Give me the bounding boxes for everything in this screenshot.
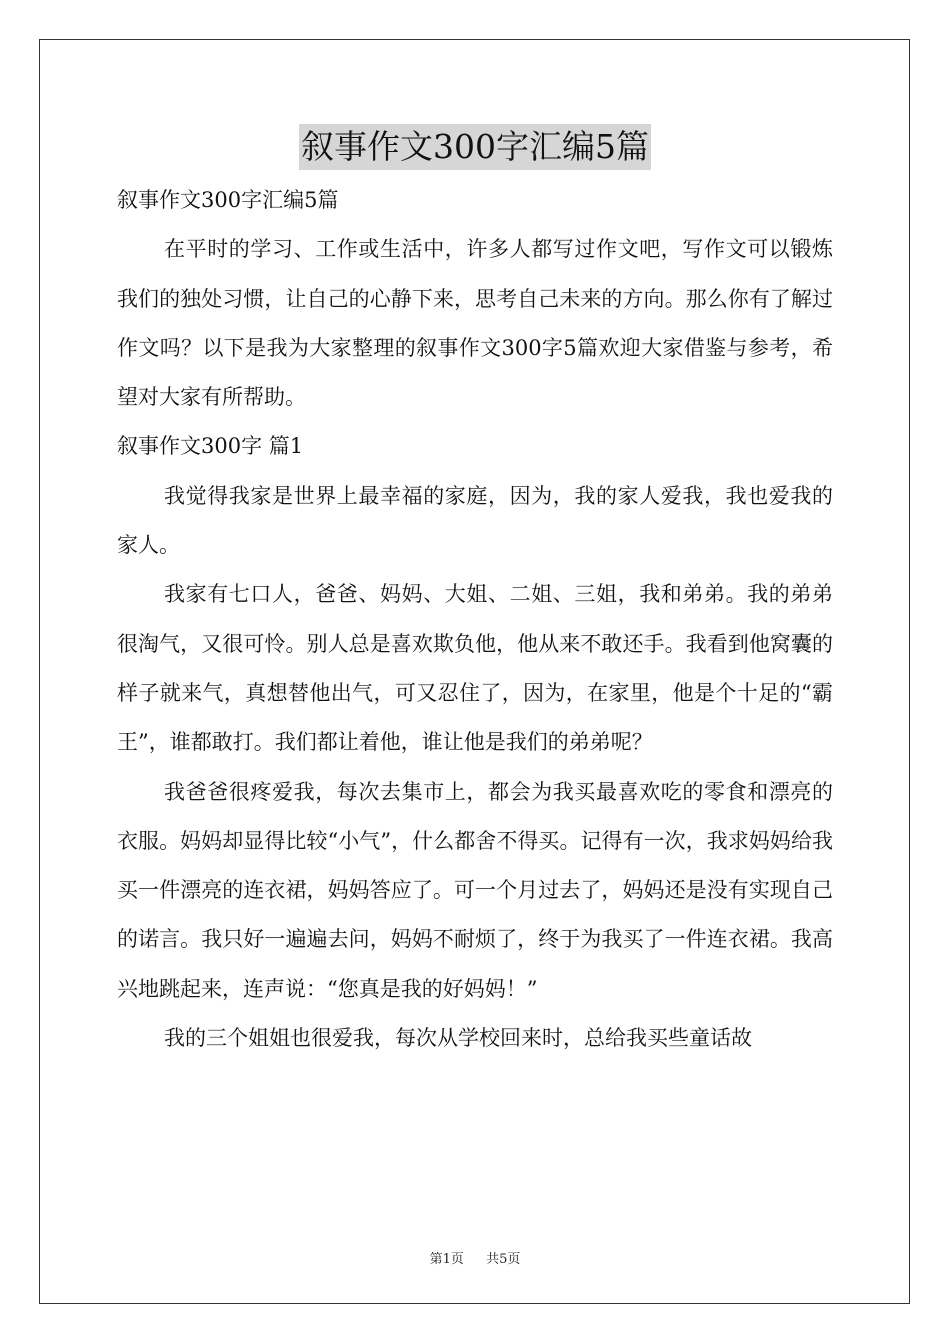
body-paragraph: 我家有七口人，爸爸、妈妈、大姐、二姐、三姐，我和弟弟。我的弟弟很淘气，又很可怜。别人总是喜欢欺负他，他从来不敢还手。我看到他窝囊的样子就来气，真想替他出气，可又忍住了，因为，在家里，他是个十足的“霸王”，谁都敢打。我们都让着他，谁让他是我们的弟弟呢？ (117, 582, 833, 755)
subtitle-line: 叙事作文300字汇编5篇 (117, 188, 339, 212)
body-paragraph: 我的三个姐姐也很爱我，每次从学校回来时，总给我买些童话故 (164, 1026, 752, 1051)
body-paragraph: 我爸爸很疼爱我，每次去集市上，都会为我买最喜欢吃的零食和漂亮的衣服。妈妈却显得比较“小气”，什么都舍不得买。记得有一次，我求妈妈给我买一件漂亮的连衣裙，妈妈答应了。可一个月过去了，妈妈还是没有实现自己的诺言。我只好一遍遍去问，妈妈不耐烦了，终于为我买了一件连衣裙。我高兴地跳起来，连声说：“您真是我的好妈妈！” (117, 779, 833, 1001)
section-heading: 叙事作文300字 篇1 (117, 434, 304, 459)
document-body (117, 176, 833, 1063)
page-number: 第1页 (429, 1252, 464, 1267)
page-total: 共5页 (486, 1252, 521, 1267)
intro-paragraph: 在平时的学习、工作或生活中，许多人都写过作文吧，写作文可以锻炼我们的独处习惯，让自己的心静下来，思考自己未来的方向。那么你有了解过作文吗？以下是我为大家整理的叙事作文300字5篇欢迎大家借鉴与参考，希望对大家有所帮助。 (117, 237, 833, 410)
title-container (0, 124, 950, 170)
page-footer (0, 1248, 950, 1267)
body-paragraph: 我觉得我家是世界上最幸福的家庭，因为，我的家人爱我，我也爱我的家人。 (117, 483, 833, 558)
document-title: 叙事作文300字汇编5篇 (299, 124, 651, 170)
